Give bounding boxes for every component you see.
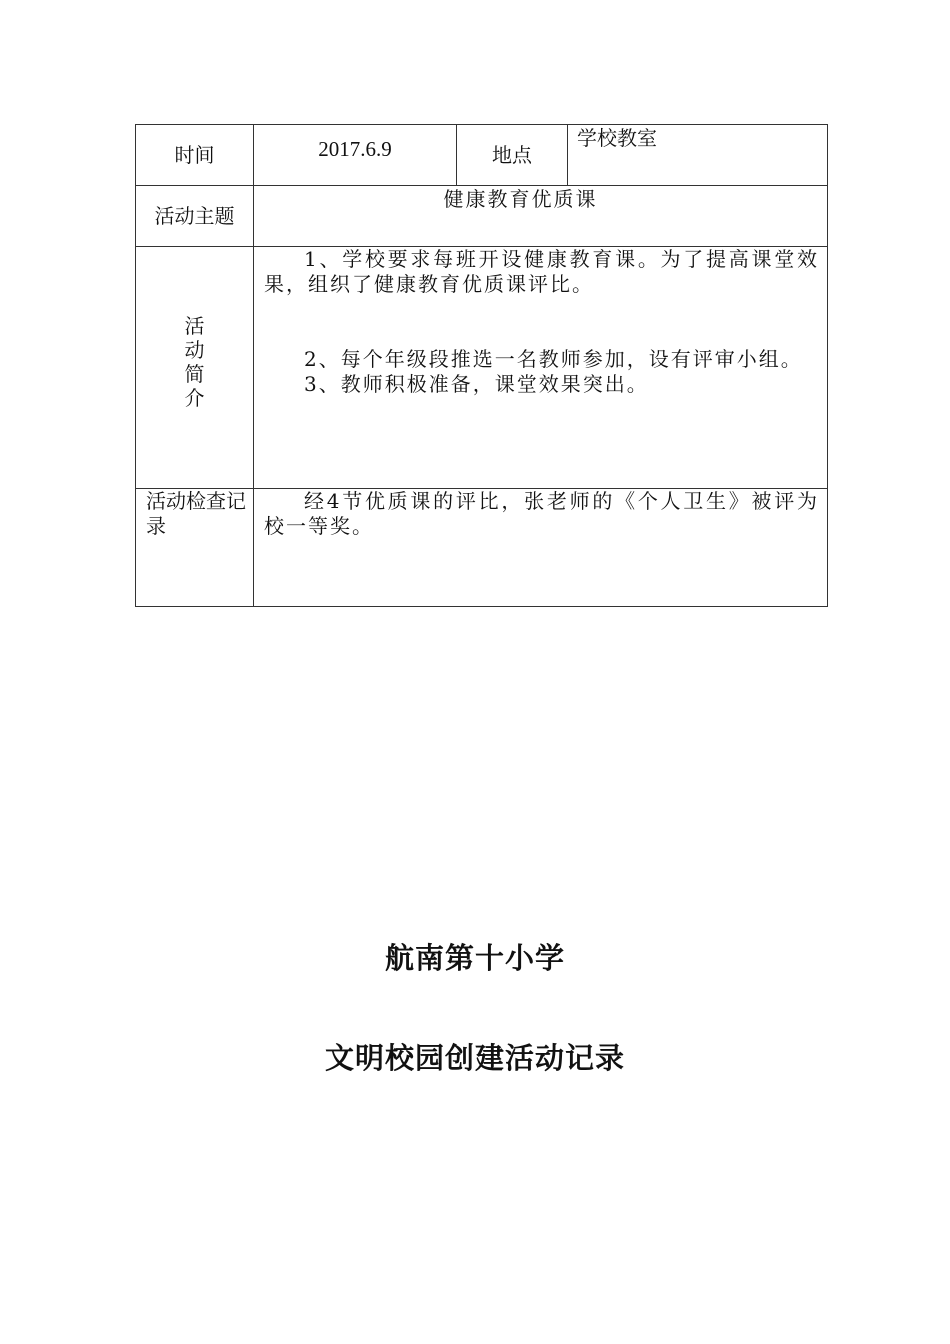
activity-record-table	[135, 124, 828, 607]
theme-value: 健康教育优质课	[254, 186, 828, 247]
intro-label-char: 简	[184, 361, 205, 386]
row-theme	[136, 186, 828, 247]
intro-label-char: 介	[184, 385, 205, 410]
intro-label-char: 活	[184, 313, 205, 338]
check-content	[254, 489, 828, 607]
check-label: 活动检查记录	[136, 489, 254, 607]
document-title: 文明校园创建活动记录	[324, 1041, 625, 1075]
intro-label	[136, 247, 254, 489]
place-value: 学校教室	[568, 125, 828, 186]
intro-content	[254, 247, 828, 489]
row-time	[136, 125, 828, 186]
intro-paragraph: 3、教师积极准备，课堂效果突出。	[304, 372, 649, 396]
time-label: 时间	[136, 125, 254, 186]
school-name: 航南第十小学	[384, 941, 565, 975]
theme-label: 活动主题	[136, 186, 254, 247]
row-intro	[136, 247, 828, 489]
time-value: 2017.6.9	[254, 125, 457, 186]
row-check	[136, 489, 828, 607]
intro-paragraph: 1、学校要求每班开设健康教育课。为了提高课堂效果，组织了健康教育优质课评比。	[264, 247, 819, 296]
place-label: 地点	[457, 125, 568, 186]
check-paragraph: 经4节优质课的评比，张老师的《个人卫生》被评为校一等奖。	[264, 489, 819, 538]
intro-label-char: 动	[184, 337, 205, 362]
intro-paragraph: 2、每个年级段推选一名教师参加，设有评审小组。	[304, 347, 803, 371]
